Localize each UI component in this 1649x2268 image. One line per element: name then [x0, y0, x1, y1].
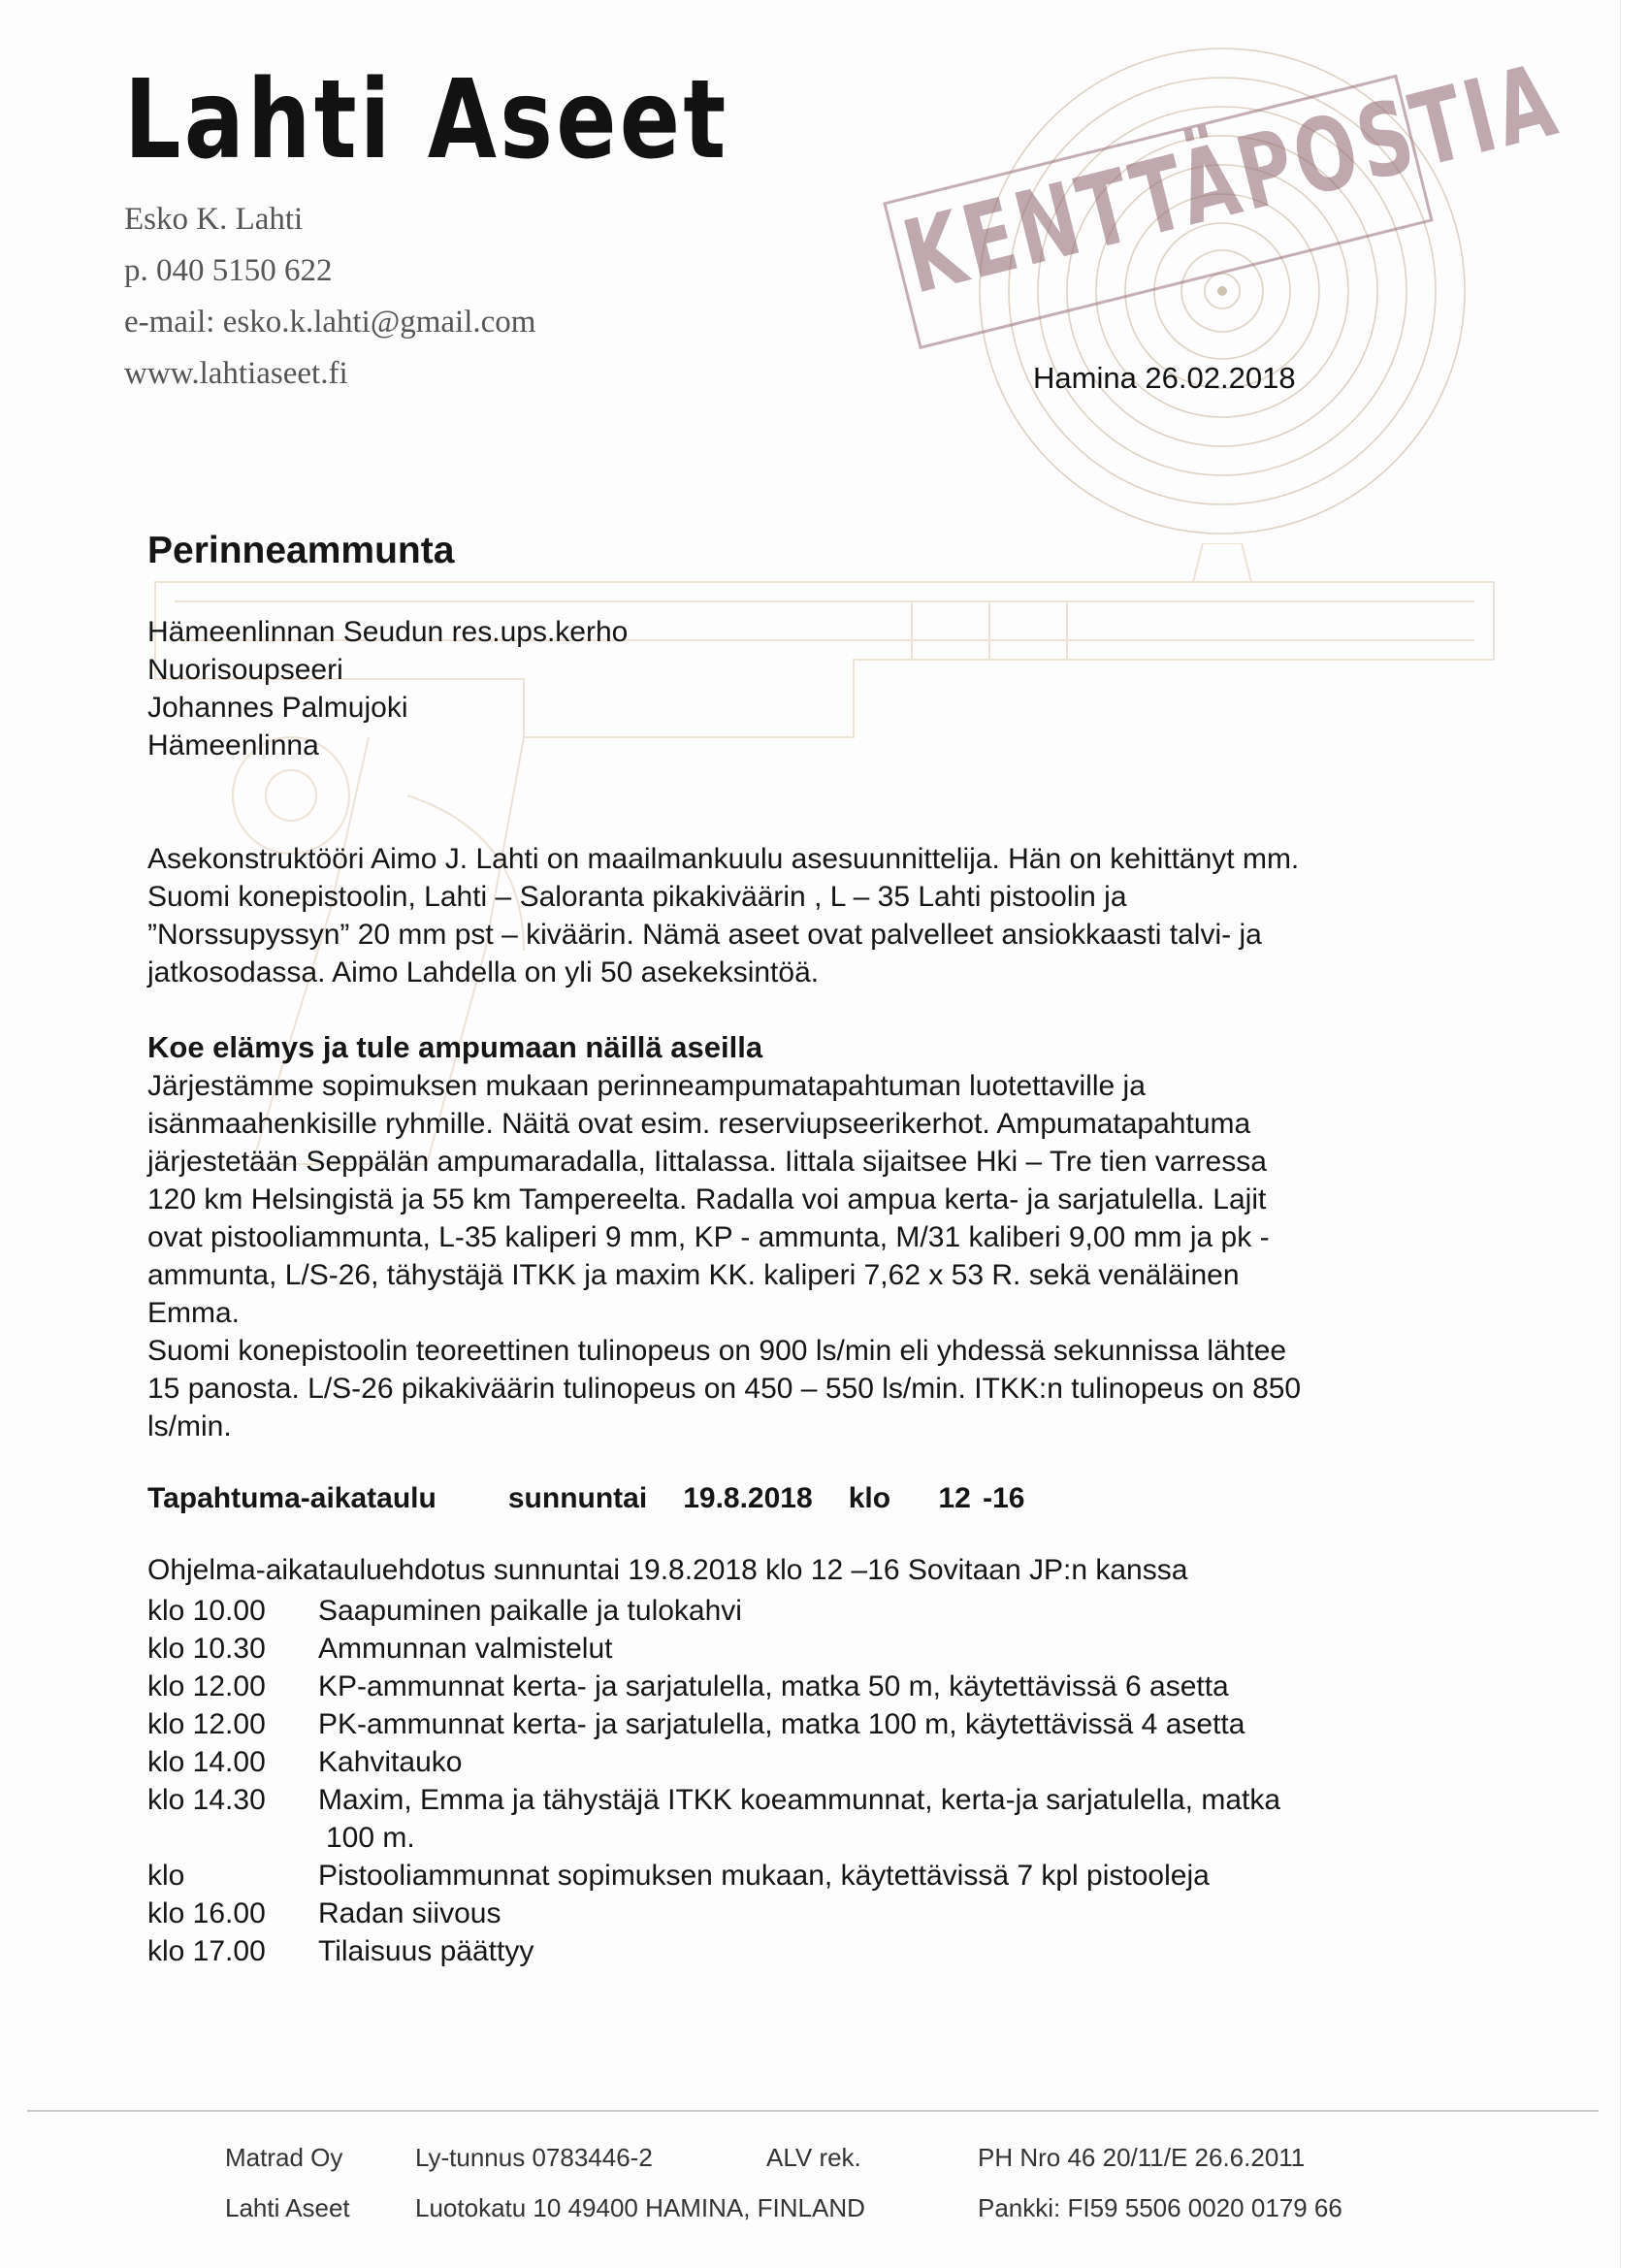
schedule-row — [147, 1932, 1280, 1970]
footer-vat-label: ALV rek. — [766, 2143, 861, 2172]
schedule-activity: Ammunnan valmistelut — [318, 1633, 613, 1665]
schedule-time: klo 17.00 — [147, 1935, 266, 1967]
footer-license — [978, 2132, 1342, 2233]
schedule-list — [147, 1592, 1280, 1970]
text-line: Asekonstruktööri Aimo J. Lahti on maailmankuulu asesuunnittelija. Hän on kehittänyt mm. — [147, 843, 1300, 875]
recipient-address — [147, 613, 628, 764]
recipient-line: Hämeenlinnan Seudun res.ups.kerho — [147, 616, 629, 648]
text-line: 15 panosta. L/S-26 pikakiväärin tulinopeus on 450 – 550 ls/min. ITKK:n tulinopeus on 850 — [147, 1373, 1302, 1405]
event-heading-klo: klo — [848, 1482, 891, 1514]
stamp-text: KENTTÄPOSTIA — [892, 40, 1570, 317]
schedule-row — [147, 1705, 1280, 1743]
schedule-time: klo 14.30 — [147, 1784, 266, 1816]
body-paragraph — [147, 1067, 1476, 1445]
text-line: ls/min. — [147, 1410, 232, 1442]
footer-ly-tunnus: Ly-tunnus 0783446-2 — [415, 2143, 653, 2172]
text-line: ammunta, L/S-26, tähystäjä ITKK ja maxim KK. kaliperi 7,62 x 53 R. sekä venäläinen — [147, 1259, 1240, 1291]
schedule-time: klo 10.00 — [147, 1595, 266, 1627]
footer-company — [225, 2132, 350, 2233]
schedule-time: klo 10.30 — [147, 1633, 266, 1665]
footer-divider — [27, 2110, 1599, 2112]
contact-website[interactable]: www.lahtiaseet.fi — [124, 356, 348, 391]
recipient-line: Nuorisoupseeri — [147, 654, 343, 686]
schedule-row — [147, 1743, 1280, 1781]
footer-bank-account: Pankki: FI59 5506 0020 0179 66 — [978, 2193, 1342, 2222]
schedule-activity: KP-ammunnat kerta- ja sarjatulella, matka 50 m, käytettävissä 6 asetta — [318, 1670, 1229, 1702]
schedule-activity: Pistooliammunnat sopimuksen mukaan, käytettävissä 7 kpl pistooleja — [318, 1860, 1210, 1892]
footer-company-name: Matrad Oy — [225, 2143, 343, 2172]
contact-name: Esko K. Lahti — [124, 202, 304, 237]
text-line: 120 km Helsingistä ja 55 km Tampereelta. Radalla voi ampua kerta- ja sarjatulella. Lajit — [147, 1183, 1267, 1215]
schedule-activity: Kahvitauko — [318, 1746, 463, 1778]
text-line: Suomi konepistoolin, Lahti – Saloranta pikakiväärin , L – 35 Lahti pistoolin ja — [147, 881, 1127, 913]
text-line: Emma. — [147, 1297, 241, 1329]
schedule-activity: Radan siivous — [318, 1897, 501, 1929]
intro-paragraph — [147, 840, 1476, 991]
schedule-proposal: Ohjelma-aikatauluehdotus sunnuntai 19.8.2018 klo 12 –16 Sovitaan JP:n kanssa — [147, 1554, 1188, 1586]
schedule-row — [147, 1857, 1280, 1895]
contact-email[interactable]: e-mail: esko.k.lahti@gmail.com — [124, 305, 536, 340]
schedule-time: klo 12.00 — [147, 1708, 266, 1740]
text-line: järjestetään Seppälän ampumaradalla, Iittalassa. Iittala sijaitsee Hki – Tre tien varressa — [147, 1146, 1267, 1178]
text-line: isänmaahenkisille ryhmille. Näitä ovat esim. reserviupseerikerhot. Ampumatapahtuma — [147, 1108, 1251, 1140]
schedule-activity: Maxim, Emma ja tähystäjä ITKK koeammunnat, kerta-ja sarjatulella, matka — [318, 1784, 1281, 1816]
schedule-activity: PK-ammunnat kerta- ja sarjatulella, matka 100 m, käytettävissä 4 asetta — [318, 1708, 1245, 1740]
schedule-row — [147, 1592, 1280, 1630]
contact-phone: p. 040 5150 622 — [124, 253, 333, 288]
event-heading-time: 12 -16 — [938, 1482, 1025, 1514]
logo-text: Lahti Aseet — [124, 57, 729, 183]
schedule-row — [147, 1630, 1280, 1668]
footer-brand-name: Lahti Aseet — [225, 2193, 350, 2222]
schedule-time: klo 12.00 — [147, 1670, 266, 1702]
footer-vat — [766, 2132, 861, 2183]
event-heading — [147, 1482, 1024, 1515]
schedule-activity: Saapuminen paikalle ja tulokahvi — [318, 1595, 742, 1627]
recipient-line: Hämeenlinna — [147, 729, 319, 761]
schedule-row — [147, 1781, 1280, 1819]
letter-date: Hamina 26.02.2018 — [1033, 361, 1296, 395]
text-line: Suomi konepistoolin teoreettinen tulinopeus on 900 ls/min eli yhdessä sekunnissa lähtee — [147, 1335, 1287, 1367]
footer-license-number: PH Nro 46 20/11/E 26.6.2011 — [978, 2143, 1306, 2172]
schedule-time: klo — [147, 1860, 185, 1892]
schedule-activity: 100 m. — [326, 1822, 415, 1854]
event-heading-label: Tapahtuma-aikataulu — [147, 1482, 436, 1514]
section-heading: Koe elämys ja tule ampumaan näillä aseilla — [147, 1030, 763, 1064]
text-line: ”Norssupyssyn” 20 mm pst – kiväärin. Nämä aseet ovat palvelleet ansiokkaasti talvi- ja — [147, 919, 1262, 951]
text-line: jatkosodassa. Aimo Lahdella on yli 50 asekeksintöä. — [147, 956, 820, 988]
schedule-row — [147, 1819, 1280, 1857]
company-logo — [124, 49, 861, 183]
schedule-row — [147, 1895, 1280, 1932]
document-title: Perinneammunta — [147, 530, 455, 571]
schedule-activity: Tilaisuus päättyy — [318, 1935, 534, 1967]
contact-block — [124, 194, 535, 400]
schedule-time — [147, 1819, 318, 1857]
footer-address: Luotokatu 10 49400 HAMINA, FINLAND — [415, 2193, 865, 2222]
text-line: ovat pistooliammunta, L-35 kaliperi 9 mm, KP - ammunta, M/31 kaliberi 9,00 mm ja pk - — [147, 1221, 1270, 1253]
event-heading-day: sunnuntai — [507, 1482, 648, 1514]
schedule-row — [147, 1668, 1280, 1705]
text-line: Järjestämme sopimuksen mukaan perinneampumatapahtuman luotettaville ja — [147, 1070, 1146, 1102]
schedule-time: klo 14.00 — [147, 1746, 266, 1778]
schedule-time: klo 16.00 — [147, 1897, 266, 1929]
event-heading-date: 19.8.2018 — [683, 1482, 813, 1514]
recipient-line: Johannes Palmujoki — [147, 692, 408, 724]
